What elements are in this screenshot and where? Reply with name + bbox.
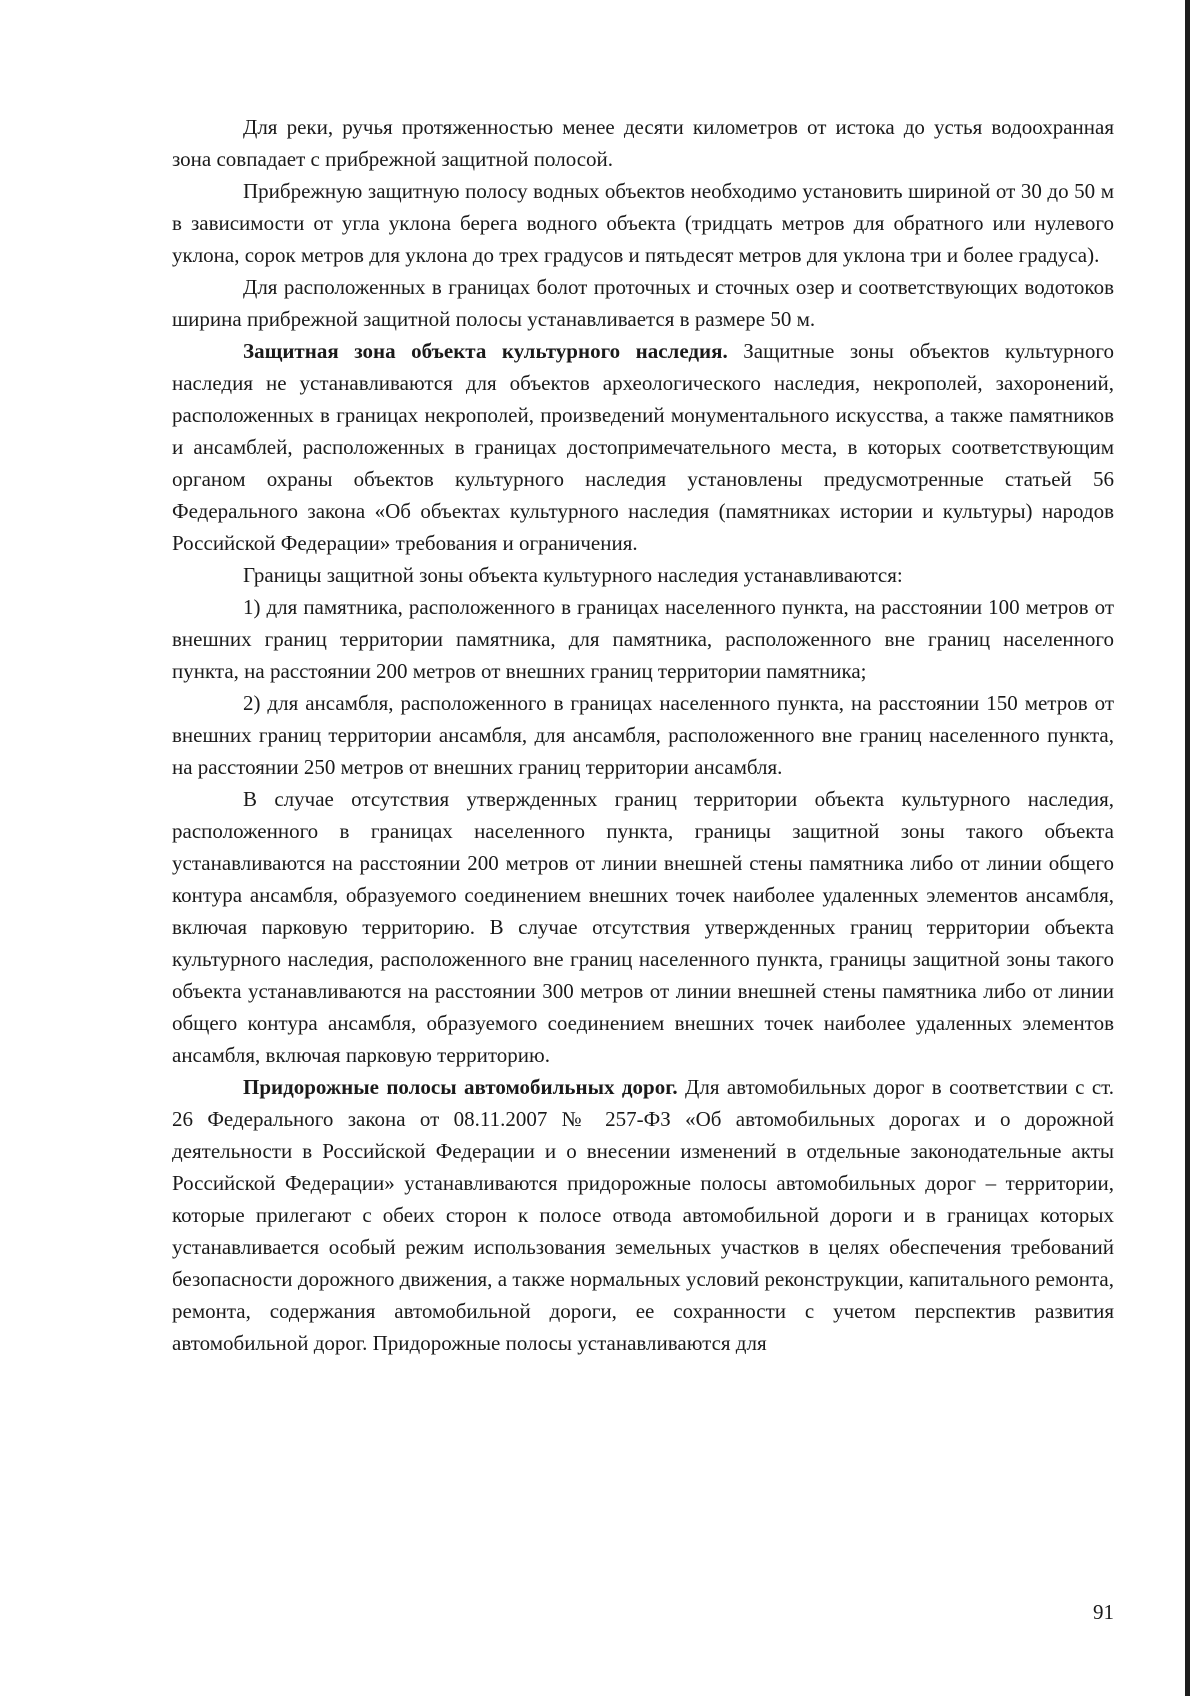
- paragraph-text: Прибрежную защитную полосу водных объектов необходимо установить шириной от 30 до 50 м в зависимости от угла уклона берега водного объекта (тридцать метров для обратного или нулевого уклона, сорок метров для уклона до трех градусов и пятьдесят метров для уклона три и более градуса).: [172, 179, 1114, 267]
- paragraph-no-approved-bounds: [172, 783, 1114, 1071]
- paragraph-text: В случае отсутствия утвержденных границ территории объекта культурного наследия, расположенного в границах населенного пункта, границы защитной зоны такого объекта устанавливаются на расстоянии 200 метров от линии внешней стены памятника либо от линии общего контура ансамбля, образуемого соединением внешних точек наиболее удаленных элементов ансамбля, включая парковую территорию. В случае отсутствия утвержденных границ территории объекта культурного наследия, расположенного вне границ населенного пункта, границы защитной зоны такого объекта устанавливаются на расстоянии 300 метров от линии внешней стены памятника либо от линии общего контура ансамбля, образуемого соединением внешних точек наиболее удаленных элементов ансамбля, включая парковую территорию.: [172, 787, 1114, 1067]
- document-body: [172, 111, 1114, 1359]
- paragraph-text: Для автомобильных дорог в соответствии с ст. 26 Федерального закона от 08.11.2007 № 257-ФЗ «Об автомобильных дорогах и о дорожной деятельности в Российской Федерации и о внесении изменений в отдельные законодательные акты Российской Федерации» устанавливаются придорожные полосы автомобильных дорог – территории, которые прилегают с обеих сторон к полосе отвода автомобильной дороги и в границах которых устанавливается особый режим использования земельных участков в целях обеспечения требований безопасности дорожного движения, а также нормальных условий реконструкции, капитального ремонта, ремонта, содержания автомобильной дороги, ее сохранности с учетом перспектив развития автомобильной дорог. Придорожные полосы устанавливаются для: [172, 1075, 1115, 1355]
- paragraph-heritage-zone: [172, 335, 1114, 559]
- paragraph-roadside-strips: [172, 1071, 1114, 1359]
- paragraph-river-zone: [172, 111, 1114, 175]
- heritage-zone-heading: Защитная зона объекта культурного наследия.: [243, 339, 728, 363]
- paragraph-text: 1) для памятника, расположенного в границах населенного пункта, на расстоянии 100 метров от внешних границ территории памятника, для памятника, расположенного вне границ населенного пункта, на расстоянии 200 метров от внешних границ территории памятника;: [172, 595, 1114, 683]
- paragraph-heritage-bounds: [172, 559, 1114, 591]
- scan-edge: [1185, 0, 1190, 1696]
- paragraph-swamp-lakes: [172, 271, 1114, 335]
- paragraph-text: Для расположенных в границах болот проточных и сточных озер и соответствующих водотоков ширина прибрежной защитной полосы устанавливается в размере 50 м.: [172, 275, 1114, 331]
- roadside-strips-heading: Придорожные полосы автомобильных дорог.: [243, 1075, 678, 1099]
- paragraph-text: 2) для ансамбля, расположенного в границах населенного пункта, на расстоянии 150 метров от внешних границ территории ансамбля, для ансамбля, расположенного вне границ населенного пункта, на расстоянии 250 метров от внешних границ территории ансамбля.: [172, 691, 1114, 779]
- paragraph-shore-strip: [172, 175, 1114, 271]
- paragraph-text: Границы защитной зоны объекта культурного наследия устанавливаются:: [243, 563, 903, 587]
- paragraph-text: Для реки, ручья протяженностью менее десяти километров от истока до устья водоохранная зона совпадает с прибрежной защитной полосой.: [172, 115, 1114, 171]
- paragraph-text: Защитные зоны объектов культурного наследия не устанавливаются для объектов археологического наследия, некрополей, захоронений, расположенных в границах некрополей, произведений монументального искусства, а также памятников и ансамблей, расположенных в границах достопримечательного места, в которых соответствующим органом охраны объектов культурного наследия установлены предусмотренные статьей 56 Федерального закона «Об объектах культурного наследия (памятниках истории и культуры) народов Российской Федерации» требования и ограничения.: [172, 339, 1114, 555]
- list-item-ensemble: [172, 687, 1114, 783]
- list-item-monument: [172, 591, 1114, 687]
- page-number: 91: [1093, 1600, 1114, 1624]
